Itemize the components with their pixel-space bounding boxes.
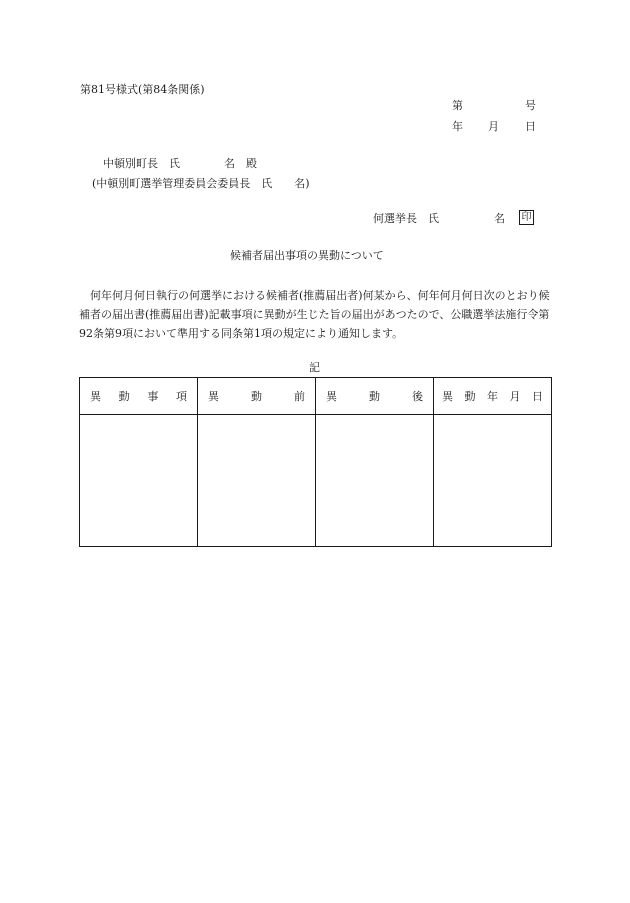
date-month: 月 (488, 120, 499, 133)
cell-change-date (434, 415, 552, 547)
change-table (79, 377, 552, 547)
cell-after-change (316, 415, 434, 547)
header-after-change: 異 動 後 (316, 378, 434, 415)
header-change-date: 異 動 年 月 日 (434, 378, 552, 415)
cell-change-item (80, 415, 198, 547)
date-line (452, 121, 536, 133)
form-number: 第81号様式(第84条関係) (80, 83, 205, 96)
seal-mark: 印 (521, 212, 532, 223)
table-row (80, 415, 552, 547)
addressee-alt-line: (中頓別町選挙管理委員会委員長 氏 名) (92, 177, 310, 190)
document-number-prefix: 第 (452, 99, 463, 112)
body-text: 何年何月何日執行の何選挙における候補者(推薦届出者)何某から、何年何月何日次のとおり候補者の届出書(推薦届出書)記載事項に異動が生じた旨の届出があつたので、公職選挙法施行令第92条第9項において準用する同条第1項の規定により通知します。 (79, 289, 550, 340)
date-year: 年 (452, 120, 463, 133)
addressee-line: 中頓別町長 氏 名 殿 (103, 157, 257, 170)
document-number-suffix: 号 (525, 99, 536, 112)
sender-line: 何選挙長 氏 名 (373, 212, 505, 225)
cell-before-change (198, 415, 316, 547)
table-header-row (80, 378, 552, 415)
document-number-line (452, 100, 536, 112)
ki-label: 記 (309, 361, 320, 374)
seal-box (519, 210, 534, 225)
header-before-change: 異 動 前 (198, 378, 316, 415)
header-change-item: 異 動 事 項 (80, 378, 198, 415)
document-subject: 候補者届出事項の異動について (230, 249, 384, 262)
date-day: 日 (525, 120, 536, 133)
